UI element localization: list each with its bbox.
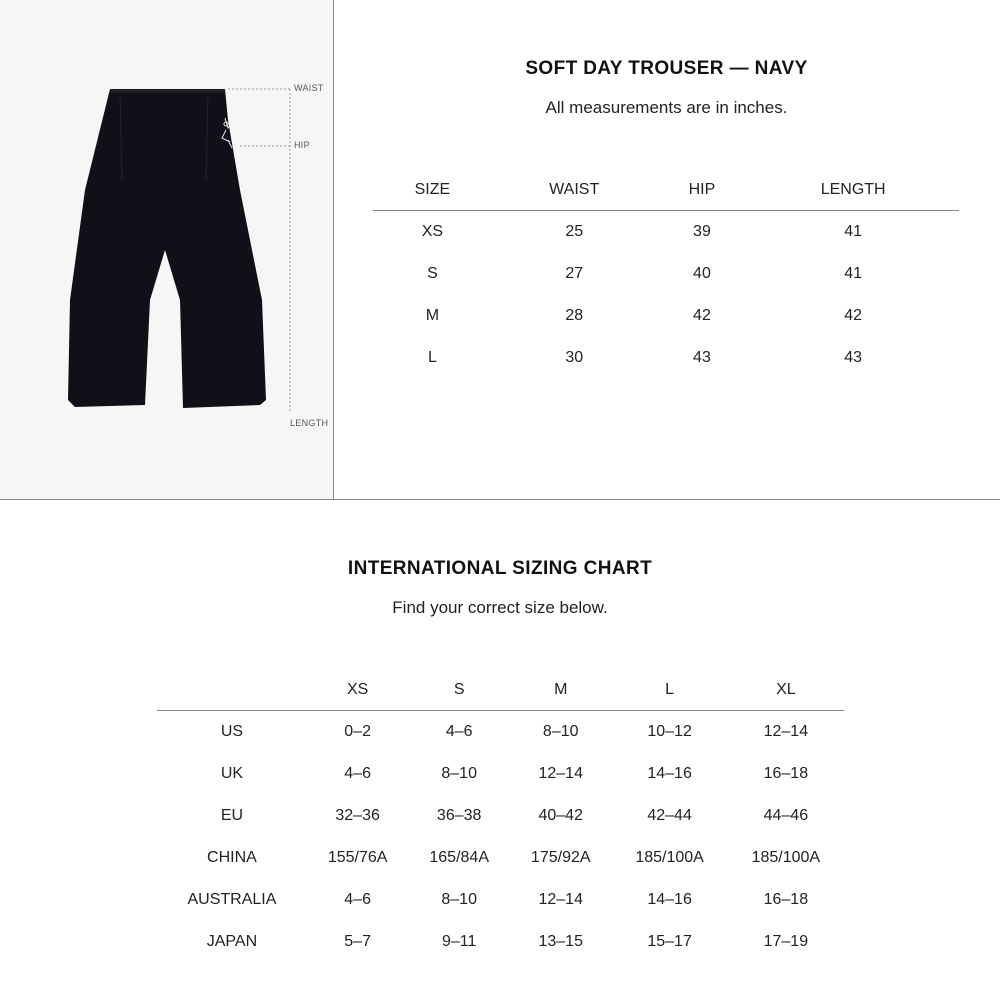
product-title: SOFT DAY TROUSER — NAVY — [525, 58, 808, 79]
table-cell: 15–17 — [647, 933, 692, 950]
table-row — [157, 879, 844, 921]
table-cell: 25 — [565, 223, 584, 240]
region-label: CHINA — [207, 849, 257, 866]
table-cell: 44–46 — [763, 807, 809, 824]
table-cell: 4–6 — [344, 891, 371, 908]
table-cell: 42 — [693, 307, 711, 324]
size-table-header — [373, 170, 959, 211]
column-header: XL — [728, 670, 844, 711]
column-header — [157, 670, 307, 711]
table-cell: 32–36 — [335, 807, 380, 824]
table-cell: 42 — [844, 307, 863, 324]
international-subtitle: Find your correct size below. — [392, 598, 608, 617]
table-cell: 36–38 — [436, 807, 482, 824]
table-cell: 41 — [844, 223, 863, 240]
column-header: XS — [307, 670, 409, 711]
table-cell: 17–19 — [763, 933, 809, 950]
region-label: US — [220, 723, 244, 740]
table-cell: 12–14 — [538, 891, 583, 908]
region-label: JAPAN — [206, 933, 258, 950]
garment-diagram-panel — [0, 0, 334, 499]
table-cell: 4–6 — [344, 765, 371, 782]
table-cell: 10–12 — [647, 723, 692, 740]
column-header: WAIST — [492, 170, 657, 211]
product-subtitle: All measurements are in inches. — [545, 98, 788, 117]
table-cell: 12–14 — [538, 765, 583, 782]
table-cell: S — [427, 265, 438, 282]
table-cell: 30 — [565, 349, 584, 366]
table-row — [157, 837, 844, 879]
table-cell: 16–18 — [763, 765, 809, 782]
region-label: AUSTRALIA — [187, 891, 277, 908]
waist-label: WAIST — [294, 83, 324, 93]
table-cell: 39 — [693, 223, 711, 240]
table-cell: 4–6 — [445, 723, 473, 740]
section-divider — [0, 499, 1000, 500]
table-cell: 16–18 — [763, 891, 809, 908]
table-cell: 14–16 — [647, 765, 692, 782]
table-row — [373, 253, 959, 295]
table-cell: L — [427, 349, 437, 366]
table-row — [157, 753, 844, 795]
international-table-header — [157, 670, 844, 711]
table-cell: 14–16 — [647, 891, 692, 908]
table-cell: 9–11 — [441, 933, 477, 950]
table-row — [157, 795, 844, 837]
table-row — [373, 211, 959, 254]
table-cell: 8–10 — [542, 723, 579, 740]
table-cell: 8–10 — [441, 765, 477, 782]
table-cell: 0–2 — [344, 723, 371, 740]
column-header: M — [510, 670, 612, 711]
table-cell: 165/84A — [429, 849, 489, 866]
column-header: SIZE — [373, 170, 492, 211]
table-cell: 40 — [693, 265, 711, 282]
trouser-illustration — [0, 0, 333, 499]
length-label: LENGTH — [290, 418, 329, 428]
table-row — [157, 711, 844, 754]
column-header: LENGTH — [747, 170, 959, 211]
international-table — [157, 670, 844, 963]
table-cell: 175/92A — [530, 849, 591, 866]
column-header: S — [408, 670, 510, 711]
region-label: EU — [220, 807, 244, 824]
table-cell: 5–7 — [344, 933, 371, 950]
table-cell: M — [425, 307, 440, 324]
waistband — [110, 89, 225, 93]
international-title: INTERNATIONAL SIZING CHART — [347, 558, 653, 579]
table-row — [373, 337, 959, 379]
table-cell: 40–42 — [538, 807, 583, 824]
table-cell: 28 — [565, 307, 584, 324]
table-cell: 42–44 — [647, 807, 692, 824]
table-cell: 41 — [844, 265, 863, 282]
table-cell: 27 — [565, 265, 584, 282]
table-cell: 8–10 — [441, 891, 477, 908]
column-header: L — [612, 670, 728, 711]
trouser-shape — [68, 89, 266, 408]
region-label: UK — [220, 765, 244, 782]
table-cell: 185/100A — [635, 849, 704, 866]
hip-label: HIP — [294, 140, 310, 150]
size-table — [373, 170, 959, 379]
table-cell: 185/100A — [751, 849, 821, 866]
table-cell: 43 — [693, 349, 711, 366]
table-cell: 12–14 — [763, 723, 809, 740]
column-header: HIP — [657, 170, 748, 211]
table-cell: 155/76A — [327, 849, 388, 866]
table-cell: 43 — [844, 349, 863, 366]
table-cell: 13–15 — [538, 933, 583, 950]
table-row — [373, 295, 959, 337]
table-cell: XS — [421, 223, 444, 240]
table-row — [157, 921, 844, 963]
